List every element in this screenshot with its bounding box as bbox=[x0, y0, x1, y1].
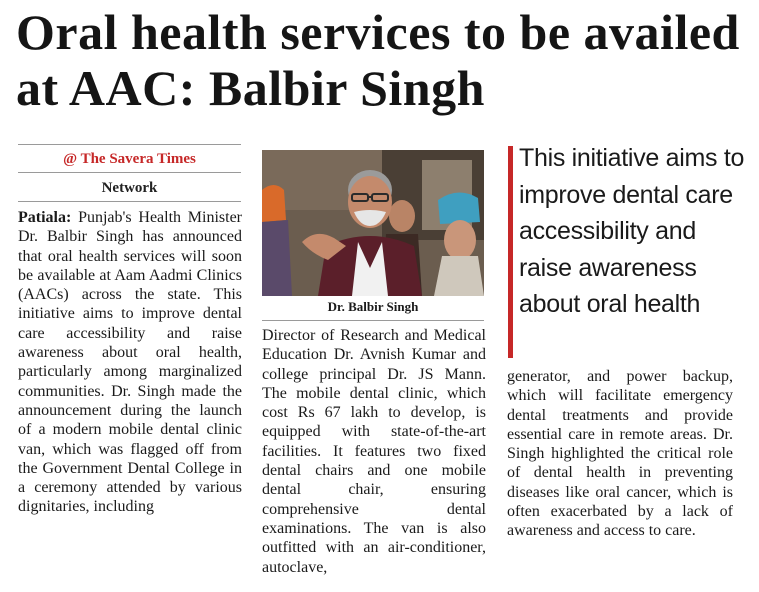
photo-caption-divider bbox=[262, 320, 484, 321]
photo-caption: Dr. Balbir Singh bbox=[327, 299, 419, 314]
article-column-3: generator, and power backup, which will facilitate emergency dental treatments and provide essential care in remote areas. Dr. Singh highlighted the critical role of dental health in preventing diseases like oral cancer, which is often exacerbated by a lack of awareness and access to care. bbox=[507, 368, 733, 540]
article-column-1 bbox=[18, 208, 242, 517]
pull-quote: This initiative aims to improve dental care accessibility and raise awareness about oral health bbox=[519, 144, 745, 318]
byline-divider-bottom bbox=[18, 201, 241, 202]
headline: Oral health services to be availed at AAC: Balbir Singh bbox=[16, 4, 740, 116]
column-1-text: Punjab's Health Minister Dr. Balbir Singh has announced that oral health services will soon be available at Aam Aadmi Clinics (AACs) across the state. This initiative aims to improve dental care accessibility and raise awareness about oral health, particularly among marginalized communities. Dr. Singh made the announcement during the launch of a modern mobile dental clinic van, which was flagged off from the Government Dental College in a ceremony attended by various dignitaries, including bbox=[18, 209, 242, 516]
dateline: Patiala: bbox=[18, 209, 72, 226]
byline-network: Network bbox=[101, 180, 158, 196]
article-photo bbox=[262, 150, 484, 296]
pull-quote-accent-bar bbox=[508, 146, 513, 358]
byline-source: @ The Savera Times bbox=[63, 151, 196, 167]
byline-divider-middle bbox=[18, 172, 241, 173]
photo-illustration bbox=[262, 150, 484, 296]
byline-divider-top bbox=[18, 144, 241, 145]
article-column-2: Director of Research and Medical Education Dr. Avnish Kumar and college principal Dr. JS Mann. The mobile dental clinic, which cost Rs 67 lakh to develop, is equipped with state-of-the-art facilities. It features two fixed dental chairs and one mobile dental chair, ensuring comprehensive dental examinations. The van is also outfitted with an air-conditioner, autoclave, bbox=[262, 327, 486, 576]
